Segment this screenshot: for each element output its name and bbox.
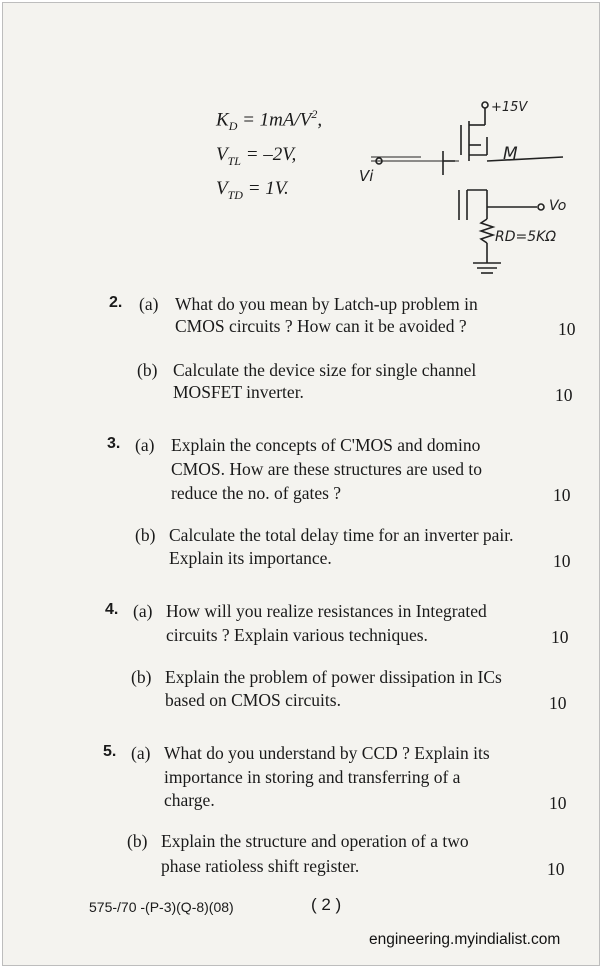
question-3a-line-3: reduce the no. of gates ? [171, 483, 342, 503]
question-2b-line-2: MOSFET inverter. [173, 382, 304, 402]
supply-label: +15V [491, 100, 528, 115]
question-4a-marks: 10 [551, 627, 569, 647]
question-2b-marks: 10 [555, 385, 573, 405]
question-5a-line-2: importance in storing and transferring of a [164, 767, 461, 787]
question-3b-line-2: Explain its importance. [169, 548, 332, 568]
question-2a-label: (a) [139, 294, 159, 314]
question-4b-line-1: Explain the problem of power dissipation in ICs [165, 667, 502, 687]
circuit-wires [371, 102, 563, 273]
given-vtl: $V_{TL} = -2V$, [216, 144, 297, 168]
question-4-number: 4. [105, 601, 119, 618]
question-2b-line-1: Calculate the device size for single channel [173, 360, 477, 380]
question-2-number: 2. [109, 294, 123, 311]
paper-code: 575-/70 -(P-3)(Q-8)(08) [89, 899, 234, 915]
question-5b-line-2: phase ratioless shift register. [161, 856, 360, 876]
output-label: Vo [549, 198, 567, 214]
question-4a-line-2: circuits ? Explain various techniques. [166, 625, 428, 645]
question-2a-marks: 10 [558, 319, 576, 339]
question-5a-line-1: What do you understand by CCD ? Explain its [164, 743, 490, 763]
transistor-label: M [503, 144, 518, 164]
question-3b-label: (b) [135, 525, 156, 545]
question-4b-label: (b) [131, 667, 152, 687]
question-4b-line-2: based on CMOS circuits. [165, 690, 341, 710]
question-5a-marks: 10 [549, 793, 567, 813]
given-kd: $K_D = 1mA/V^2$, [216, 107, 323, 134]
question-5b-line-1: Explain the structure and operation of a two [161, 831, 469, 851]
input-label: Vi [359, 167, 374, 185]
question-3a-line-1: Explain the concepts of C'MOS and domino [171, 435, 481, 455]
question-3b-line-1: Calculate the total delay time for an inverter pair. [169, 525, 514, 545]
question-3-number: 3. [107, 435, 121, 452]
question-5-number: 5. [103, 743, 117, 760]
question-3a-line-2: CMOS. How are these structures are used to [171, 459, 483, 479]
question-3a-label: (a) [135, 435, 155, 455]
question-3a-marks: 10 [553, 485, 571, 505]
question-5a-line-3: charge. [164, 790, 215, 810]
question-5b-label: (b) [127, 831, 148, 851]
page-number: ( 2 ) [311, 895, 342, 914]
question-4a-line-1: How will you realize resistances in Integrated [166, 601, 487, 621]
question-4b-marks: 10 [549, 693, 567, 713]
resistor-label: RD=5KΩ [495, 229, 557, 245]
question-3b-marks: 10 [553, 551, 571, 571]
inverter-circuit-diagram [359, 95, 583, 285]
question-2a-line-2: CMOS circuits ? How can it be avoided ? [175, 316, 467, 336]
question-5b-marks: 10 [547, 859, 565, 879]
question-4a-label: (a) [133, 601, 153, 621]
question-5a-label: (a) [131, 743, 151, 763]
question-2a-line-1: What do you mean by Latch-up problem in [175, 294, 478, 314]
question-2b-label: (b) [137, 360, 158, 380]
given-vtd: $V_{TD} = 1V$. [216, 178, 289, 202]
exam-page [2, 2, 600, 966]
site-watermark: engineering.myindialist.com [369, 931, 561, 948]
